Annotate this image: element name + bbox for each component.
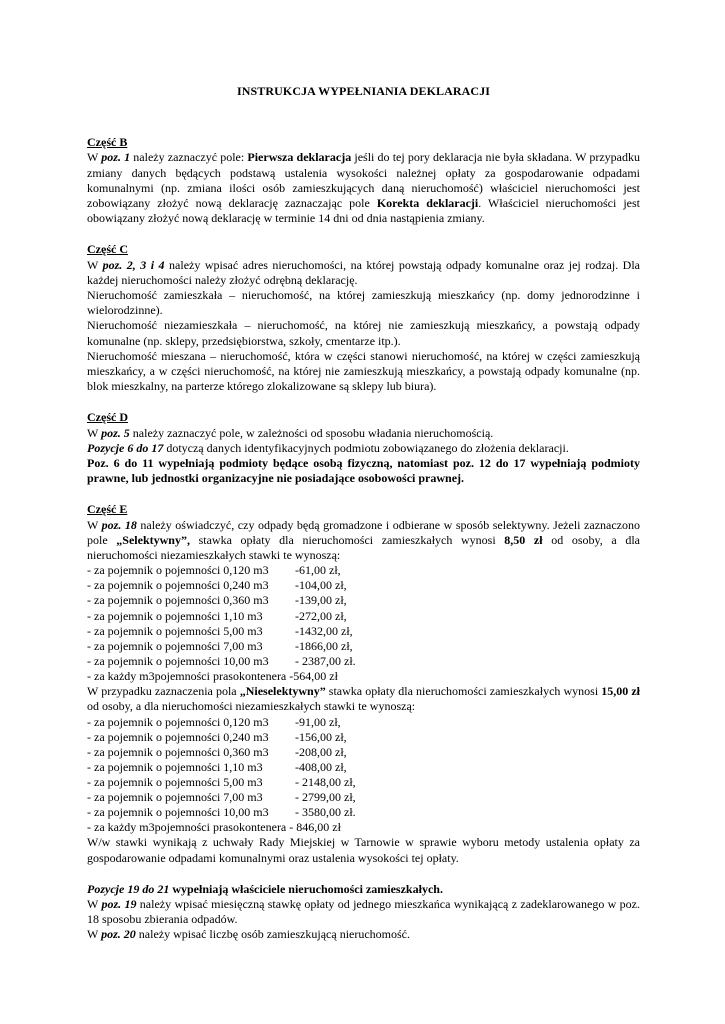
- paragraph-e-6: W poz. 20 należy wpisać liczbę osób zamieszkującą nieruchomość.: [87, 927, 410, 942]
- paragraph-b-1: W poz. 1 należy zaznaczyć pole: Pierwsza deklaracja jeśli do tej pory deklaracja nie była składana. W przypadku zmiany danych będących podstawą ustalenia wysokości należnej opłaty za gospodarowanie odpadami komunalnymi (np. zmiana ilości osób zamieszkujących daną nieruchomość) właściciel nieruchomości jest zobowiązany złożyć nową deklarację zaznaczając pole Korekta deklaracji. Właściciel nieruchomości jest obowiązany złożyć nową deklarację w terminie 14 dni od dnia nastąpienia zmiany.: [87, 150, 641, 226]
- rate-row: - za pojemnik o pojemności 1,10 m3 -272,00 zł,: [87, 608, 347, 623]
- paragraph-e-5: W poz. 19 należy wpisać miesięczną stawkę opłaty od jednego mieszkańca wynikającą z zadeklarowanego w poz. 18 sposobu zbierania odpadów.: [87, 897, 641, 927]
- rate-row: - za pojemnik o pojemności 5,00 m3 -1432,00 zł,: [87, 623, 353, 638]
- paragraph-c-2: Nieruchomość zamieszkała – nieruchomość, na której zamieszkują mieszkańcy (np. domy jednorodzinne i wielorodzinne).: [87, 288, 640, 318]
- paragraph-d-2: Pozycje 6 do 17 dotyczą danych identyfikacyjnych podmiotu zobowiązanego do złożenia deklaracji.: [87, 440, 569, 455]
- rate-row: - za pojemnik o pojemności 0,360 m3 -208,00 zł,: [87, 744, 347, 759]
- paragraph-d-3: Poz. 6 do 11 wypełniają podmioty będące osobą fizyczną, natomiast poz. 12 do 17 wypełniają podmioty prawne, lub jednostki organizacyjne nie posiadające osobowości prawnej.: [87, 456, 640, 486]
- rate-row: - za pojemnik o pojemności 10,00 m3 - 2387,00 zł.: [87, 653, 356, 668]
- rate-row: - za pojemnik o pojemności 1,10 m3 -408,00 zł,: [87, 759, 347, 774]
- section-heading-e: Część E: [87, 502, 128, 517]
- paragraph-e-3: W/w stawki wynikają z uchwały Rady Miejskiej w Tarnowie w sprawie wyboru metody ustalenia opłaty za gospodarowanie odpadami komunalnymi oraz ustalenia wysokości tej opłaty.: [87, 835, 640, 865]
- paragraph-e-1: W poz. 18 należy oświadczyć, czy odpady będą gromadzone i odbierane w sposób selektywny. Jeżeli zaznaczono pole „Selektywny”, stawka opłaty dla nieruchomości zamieszkałych wynosi 8,50 zł od osoby, a dla nieruchomości niezamieszkałych stawki te wynoszą:: [87, 517, 640, 563]
- section-heading-c: Część C: [87, 242, 128, 257]
- section-heading-d: Część D: [87, 410, 128, 425]
- section-heading-b: Część B: [87, 135, 128, 150]
- paragraph-d-1: W poz. 5 należy zaznaczyć pole, w zależności od sposobu władania nieruchomością.: [87, 425, 494, 440]
- selective-rates-list: [87, 563, 640, 684]
- document-page: [87, 84, 640, 943]
- nonselective-rates-list: [87, 715, 640, 836]
- rate-row: - za pojemnik o pojemności 5,00 m3 - 2148,00 zł,: [87, 774, 356, 789]
- rate-row: - za pojemnik o pojemności 0,240 m3 -156,00 zł,: [87, 729, 347, 744]
- rate-row: - za pojemnik o pojemności 7,00 m3 -1866,00 zł,: [87, 638, 353, 653]
- rate-row: - za pojemnik o pojemności 0,360 m3 -139,00 zł,: [87, 593, 347, 608]
- paragraph-c-1: W poz. 2, 3 i 4 należy wpisać adres nieruchomości, na której powstają odpady komunalne oraz jej rodzaj. Dla każdej nieruchomości należy złożyć odrębną deklarację.: [87, 257, 641, 287]
- document-title: INSTRUKCJA WYPEŁNIANIA DEKLARACJI: [236, 84, 491, 98]
- rate-row: - za pojemnik o pojemności 0,120 m3 -91,00 zł,: [87, 714, 341, 729]
- paragraph-c-4: Nieruchomość mieszana – nieruchomość, która w części stanowi nieruchomość, na której w części zamieszkują mieszkańcy, a w części nieruchomość, na której nie zamieszkują mieszkańcy, a powstają odpady komunalne (np. blok mieszkalny, na parterze którego zlokalizowane są sklepy lub biura).: [87, 348, 640, 394]
- paragraph-c-3: Nieruchomość niezamieszkała – nieruchomość, na której nie zamieszkują mieszkańcy, a powstają odpady komunalne (np. sklepy, przedsiębiorstwa, szkoły, cmentarze itp.).: [87, 318, 640, 348]
- rate-row: - za pojemnik o pojemności 7,00 m3 - 2799,00 zł,: [87, 790, 356, 805]
- rate-row-press-container: - za każdy m3pojemności prasokontenera - 846,00 zł: [87, 820, 341, 835]
- rate-row: - za pojemnik o pojemności 0,120 m3 -61,00 zł,: [87, 563, 341, 578]
- rate-row: - za pojemnik o pojemności 10,00 m3 - 3580,00 zł.: [87, 805, 356, 820]
- paragraph-e-2: W przypadku zaznaczenia pola „Nieselektywny” stawka opłaty dla nieruchomości zamieszkałych wynosi 15,00 zł od osoby, a dla nieruchomości niezamieszkałych stawki te wynoszą:: [87, 684, 640, 714]
- rate-row-press-container: - za każdy m3pojemności prasokontenera -564,00 zł: [87, 668, 338, 683]
- spacer: [87, 866, 640, 882]
- paragraph-e-4: Pozycje 19 do 21 wypełniają właściciele nieruchomości zamieszkałych.: [87, 881, 443, 896]
- rate-row: - za pojemnik o pojemności 0,240 m3 -104,00 zł,: [87, 578, 347, 593]
